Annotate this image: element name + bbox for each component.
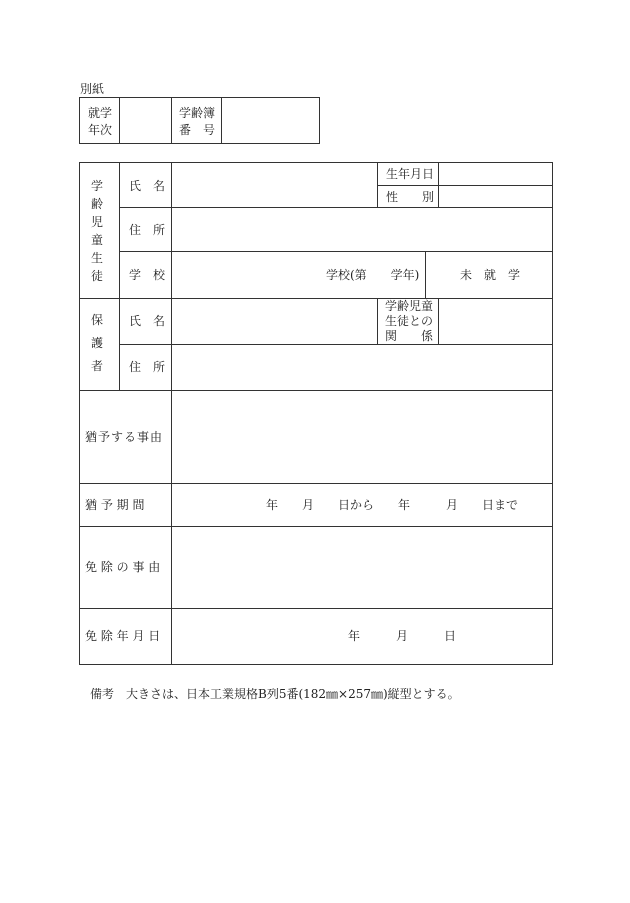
register-label-line1: 学齢簿	[179, 106, 216, 120]
postpone-period-label: 猶 予 期 間	[85, 498, 145, 512]
school-grade-text: 学校(第 学年)	[326, 268, 420, 282]
postpone-period-value: 年 月 日から 年 月 日まで	[266, 498, 519, 512]
sex-label: 性 別	[386, 190, 435, 204]
guardian-group-label: 保 護 者	[90, 313, 103, 373]
not-enrolled-text: 未 就 学	[460, 268, 521, 282]
grade-label-line1: 就学	[88, 106, 113, 120]
postpone-reason-field[interactable]	[172, 391, 552, 483]
relation-label-line2: 生徒との	[385, 314, 434, 328]
exempt-reason-field[interactable]	[172, 527, 552, 608]
relation-field[interactable]	[439, 299, 552, 344]
attachment-label: 別紙	[80, 82, 105, 96]
school-label: 学 校	[129, 268, 166, 282]
child-address-label: 住 所	[129, 223, 166, 237]
child-name-label: 氏 名	[129, 179, 166, 193]
relation-label-line1: 学齢児童	[385, 299, 434, 313]
register-label-line2: 番 号	[179, 123, 216, 137]
birth-date-label: 生年月日	[386, 167, 435, 181]
child-name-field[interactable]	[172, 163, 377, 207]
register-number-field[interactable]	[222, 98, 319, 143]
guardian-name-label: 氏 名	[129, 314, 166, 328]
relation-label-line3: 関 係	[385, 329, 434, 343]
guardian-name-field[interactable]	[172, 299, 377, 344]
guardian-address-field[interactable]	[172, 345, 552, 390]
sex-field[interactable]	[439, 186, 552, 207]
exempt-date-value: 年 月 日	[348, 629, 457, 643]
birth-date-field[interactable]	[439, 163, 552, 185]
guardian-address-label: 住 所	[129, 360, 166, 374]
postpone-reason-label: 猶予する事由	[85, 430, 164, 444]
child-address-field[interactable]	[172, 208, 552, 251]
exempt-date-label: 免 除 年 月 日	[85, 629, 161, 643]
grade-field[interactable]	[120, 98, 171, 143]
child-group-label: 学 齢 児 童 生 徒	[90, 179, 103, 283]
grade-label-line2: 年次	[88, 123, 113, 137]
remarks-text: 備考 大きさは、日本工業規格B列5番(182㎜×257㎜)縦型とする。	[90, 687, 460, 701]
exempt-reason-label: 免 除 の 事 由	[85, 560, 161, 574]
